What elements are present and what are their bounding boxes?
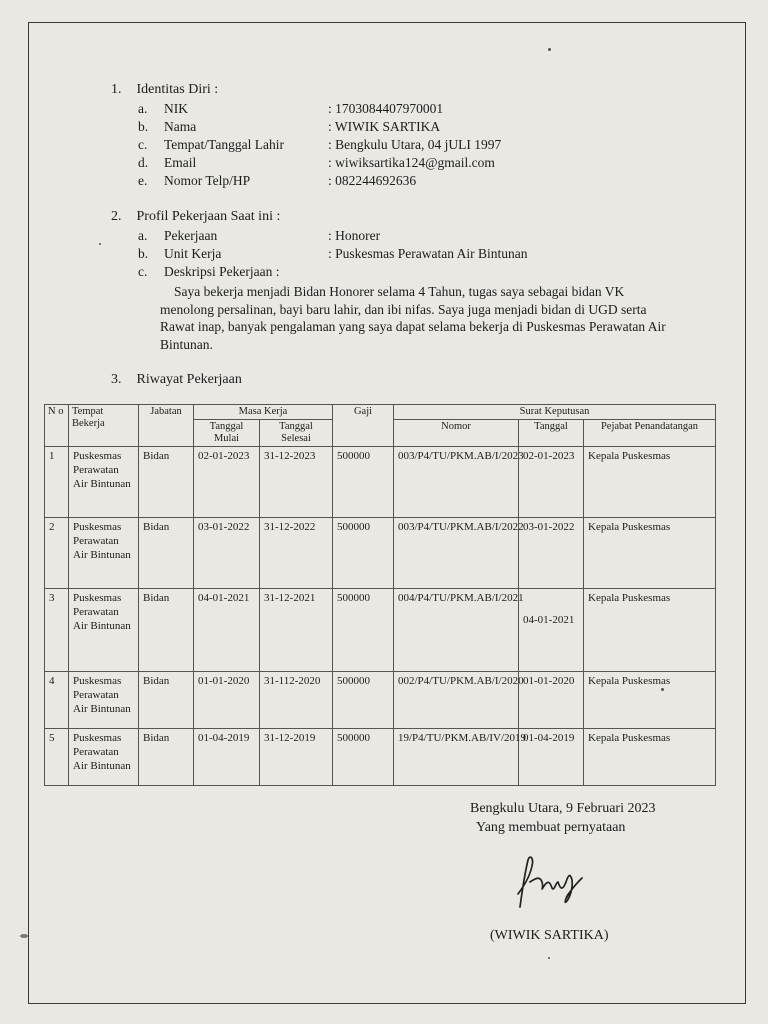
cell-pejabat: Kepala Puskesmas [584, 518, 716, 589]
row-letter: d. [138, 155, 149, 170]
row-letter: a. [138, 228, 148, 243]
row-value: : wiwiksartika124@gmail.com [328, 155, 495, 170]
row-letter: c. [138, 264, 148, 279]
header-no: N o [45, 405, 69, 447]
row-label: Nama [164, 119, 197, 134]
row-value: : Honorer [328, 228, 381, 243]
row-letter: a. [138, 101, 148, 116]
row-value: : 082244692636 [328, 173, 417, 188]
cell-gaji: 500000 [333, 672, 394, 729]
table-row [45, 589, 716, 672]
cell-nomor: 002/P4/TU/PKM.AB/I/2020 [394, 672, 519, 729]
statement-label: Yang membuat pernyataan [476, 820, 626, 835]
row-label: NIK [164, 101, 188, 116]
cell-selesai: 31-12-2022 [260, 518, 333, 589]
header-gaji: Gaji [333, 405, 394, 447]
cell-no: 3 [45, 589, 69, 672]
table-row [45, 447, 716, 518]
signer-name: (WIWIK SARTIKA) [490, 928, 609, 943]
cell-gaji: 500000 [333, 447, 394, 518]
cell-mulai: 03-01-2022 [194, 518, 260, 589]
cell-selesai: 31-12-2019 [260, 729, 333, 786]
cell-gaji: 500000 [333, 729, 394, 786]
section-riwayat-heading [111, 372, 242, 388]
cell-jabatan: Bidan [139, 518, 194, 589]
row-value: : WIWIK SARTIKA [328, 119, 441, 134]
cell-mulai: 01-01-2020 [194, 672, 260, 729]
row-value: : 1703084407970001 [328, 101, 444, 116]
cell-no: 4 [45, 672, 69, 729]
cell-pejabat: Kepala Puskesmas [584, 729, 716, 786]
table-row [45, 672, 716, 729]
header-nomor: Nomor [394, 420, 519, 447]
row-value: : Puskesmas Perawatan Air Bintunan [328, 246, 528, 261]
cell-tempat: Puskesmas Perawatan Air Bintunan [69, 589, 139, 672]
section-title: Riwayat Pekerjaan [136, 372, 242, 387]
cell-tanggal: 04-01-2021 [519, 589, 584, 672]
section-title: Profil Pekerjaan Saat ini : [136, 209, 281, 224]
row-label: Deskripsi Pekerjaan : [164, 264, 280, 279]
cell-tempat: Puskesmas Perawatan Air Bintunan [69, 729, 139, 786]
header-tanggal-selesai: Tanggal Selesai [260, 420, 333, 447]
section-number: 1. [111, 82, 122, 97]
scan-speck [661, 688, 664, 691]
handwritten-signature-icon [510, 852, 590, 919]
cell-tempat: Puskesmas Perawatan Air Bintunan [69, 447, 139, 518]
cell-tanggal: 01-04-2019 [519, 729, 584, 786]
cell-selesai: 31-112-2020 [260, 672, 333, 729]
cell-mulai: 02-01-2023 [194, 447, 260, 518]
cell-pejabat: Kepala Puskesmas [584, 447, 716, 518]
row-letter: b. [138, 119, 149, 134]
scan-speck [99, 243, 101, 245]
cell-tempat: Puskesmas Perawatan Air Bintunan [69, 518, 139, 589]
row-letter: e. [138, 173, 148, 188]
cell-gaji: 500000 [333, 589, 394, 672]
cell-gaji: 500000 [333, 518, 394, 589]
header-masa-kerja: Masa Kerja [194, 405, 333, 420]
section-number: 2. [111, 209, 122, 224]
row-label: Nomor Telp/HP [164, 173, 251, 188]
scan-speck [548, 957, 550, 959]
cell-tanggal: 01-01-2020 [519, 672, 584, 729]
header-tanggal-mulai: Tanggal Mulai [194, 420, 260, 447]
cell-nomor: 19/P4/TU/PKM.AB/IV/2019 [394, 729, 519, 786]
table-row [45, 729, 716, 786]
section-number: 3. [111, 372, 122, 387]
cell-jabatan: Bidan [139, 672, 194, 729]
cell-nomor: 003/P4/TU/PKM.AB/I/2023 [394, 447, 519, 518]
cell-pejabat: Kepala Puskesmas [584, 589, 716, 672]
cell-tempat: Puskesmas Perawatan Air Bintunan [69, 672, 139, 729]
cell-selesai: 31-12-2023 [260, 447, 333, 518]
cell-mulai: 01-04-2019 [194, 729, 260, 786]
row-letter: c. [138, 137, 148, 152]
cell-nomor: 003/P4/TU/PKM.AB/I/2022 [394, 518, 519, 589]
header-jabatan: Jabatan [139, 405, 194, 447]
cell-mulai: 04-01-2021 [194, 589, 260, 672]
work-history-table [44, 404, 716, 786]
place-date: Bengkulu Utara, 9 Februari 2023 [470, 801, 656, 816]
row-label: Pekerjaan [164, 228, 218, 243]
section-title: Identitas Diri : [136, 82, 219, 97]
header-tanggal: Tanggal [519, 420, 584, 447]
scan-speck [20, 934, 28, 938]
cell-jabatan: Bidan [139, 729, 194, 786]
job-description-paragraph [160, 283, 680, 353]
section-profil-heading [111, 209, 280, 225]
cell-no: 1 [45, 447, 69, 518]
table-row [45, 518, 716, 589]
row-letter: b. [138, 246, 149, 261]
cell-tanggal: 03-01-2022 [519, 518, 584, 589]
cell-jabatan: Bidan [139, 447, 194, 518]
cell-tanggal: 02-01-2023 [519, 447, 584, 518]
row-value: : Bengkulu Utara, 04 jULI 1997 [328, 137, 502, 152]
cell-nomor: 004/P4/TU/PKM.AB/I/2021 [394, 589, 519, 672]
row-label: Email [164, 155, 197, 170]
job-description-text: Saya bekerja menjadi Bidan Honorer selama 4 Tahun, tugas saya sebagai bidan VK menolong persalinan, bayi baru lahir, dan ibi nifas. Saya juga menjadi bidan di UGD serta Rawat inap, banyak pengalaman yang saya dapat selama bekerja di Puskesmas Perawatan Air Bintunan. [160, 284, 666, 352]
scan-speck [548, 48, 551, 51]
cell-no: 2 [45, 518, 69, 589]
cell-jabatan: Bidan [139, 589, 194, 672]
cell-pejabat: Kepala Puskesmas [584, 672, 716, 729]
cell-selesai: 31-12-2021 [260, 589, 333, 672]
header-surat-keputusan: Surat Keputusan [394, 405, 716, 420]
row-label: Tempat/Tanggal Lahir [164, 137, 284, 152]
cell-no: 5 [45, 729, 69, 786]
row-label: Unit Kerja [164, 246, 222, 261]
section-identitas-heading [111, 82, 218, 98]
header-pejabat: Pejabat Penandatangan [584, 420, 716, 447]
header-tempat: Tempat Bekerja [69, 405, 139, 447]
